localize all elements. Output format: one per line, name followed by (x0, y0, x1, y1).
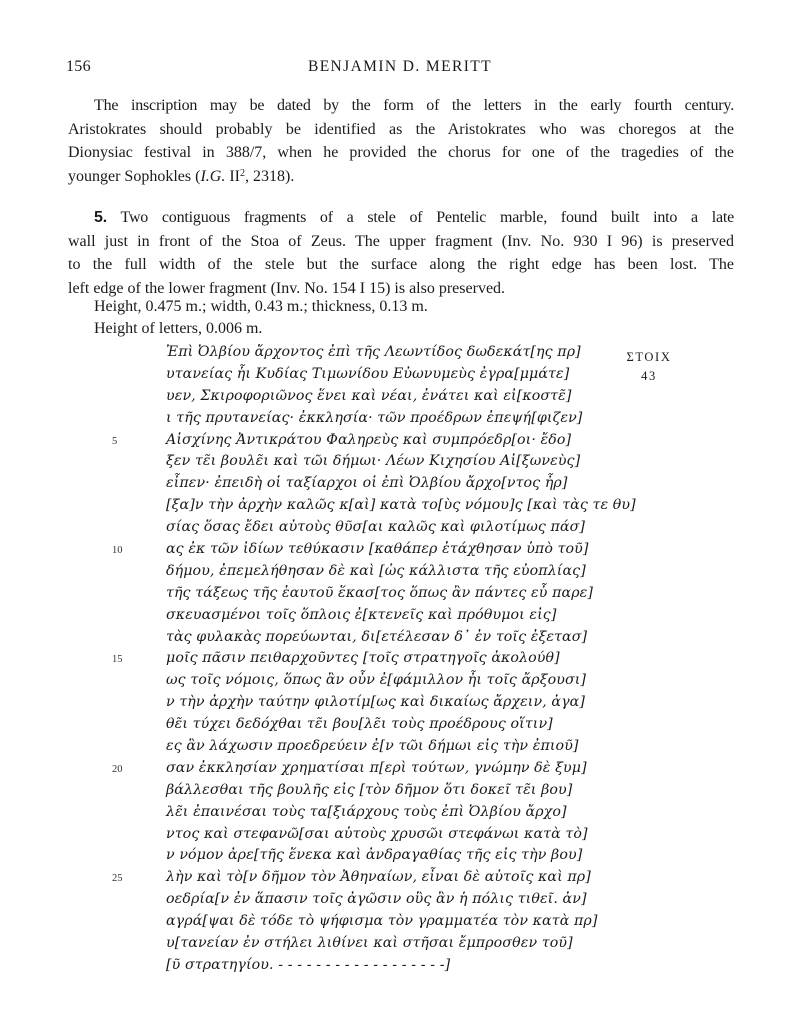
line-number: 5 (112, 435, 118, 447)
inscription-line (112, 935, 632, 957)
inscription-line (112, 629, 632, 651)
greek-text: Αἰσχίνης Ἀντικράτου Φαληρεὺς καὶ συμπρόεδρ[οι· ἔδο] (166, 431, 572, 448)
greek-text: σκευασμένοι τοῖς ὅπλοις ἐ[κτενεῖς καὶ πρόθυμοι εἰς] (166, 606, 557, 623)
intro-paragraph (68, 94, 734, 188)
inscription-line (112, 957, 632, 979)
section-number: 5. (94, 209, 107, 226)
greek-text: σαν ἐκκλησίαν χρηματίσαι π[ερὶ τούτων, γνώμην δὲ ξυμ] (166, 759, 587, 776)
inscription-line (112, 607, 632, 629)
greek-text: λὴν καὶ τὸ[ν δῆμον τὸν Ἀθηναίων, εἶναι δὲ αὐτοῖς καὶ πρ] (166, 869, 591, 886)
greek-text: [ῦ στρατηγίου. - - - - - - - - - - - - - - - - - -] (166, 956, 451, 973)
greek-text: λε̃ι ἐπαινέσαι τοὺς τα[ξιάρχους τοὺς ἐπὶ Ὀλβίου ἄρχο] (166, 803, 567, 820)
intro-line-last (68, 165, 734, 189)
line-number: 10 (112, 545, 123, 557)
section-5-line (68, 206, 734, 230)
line-number: 15 (112, 654, 123, 666)
section-5-line-text: Two contiguous fragments of a stele of Pentelic marble, found built into a late (120, 209, 734, 226)
inscription-line (112, 585, 632, 607)
greek-text: υ[τανείαν ἐν στήλει λιθίνει καὶ στῆσαι ἔμπροσθεν τοῦ] (166, 935, 573, 952)
inscription-line (112, 388, 632, 410)
section-5-line: to the full width of the stele but the surface along the right edge has been lost. The (68, 256, 734, 273)
ig-volume: II (225, 167, 240, 185)
greek-text: [ξα]ν τὴν ἀρχὴν καλῶς κ[αὶ] κατὰ το[ὺς νόμου]ς [καὶ τὰς τε θυ] (166, 497, 636, 514)
inscription-line (112, 563, 632, 585)
greek-text: αγρά[ψαι δὲ τόδε τὸ ψήφισμα τὸν γραμματέα τὸν κατὰ πρ] (166, 913, 598, 930)
inscription-line (112, 432, 632, 454)
intro-last-prefix: younger Sophokles ( (68, 167, 201, 185)
inscription-line (112, 891, 632, 913)
inscription-line (112, 453, 632, 475)
inscription-line (112, 672, 632, 694)
stoichedon-label: ΣTOIX (626, 350, 672, 364)
greek-text: Ἐπὶ Ὀλβίου ἄρχοντος ἐπὶ τῆς Λεωντίδος δωδεκάτ[ης πρ] (166, 344, 581, 360)
greek-text: ι τῆς πρυτανείας· ἐκκλησία· τῶν προέδρων ἐπεψή[φιζεν] (166, 409, 583, 426)
stoichedon-count: 43 (641, 369, 657, 383)
section-5-line: wall just in front of the Stoa of Zeus. The upper fragment (Inv. No. 930 I 96) is preserved (68, 232, 734, 250)
greek-text: σίας ὅσας ἔδει αὐτοὺς θῦσ[αι καλῶς καὶ φιλοτίμως πάσ] (166, 519, 586, 536)
intro-line: The inscription may be dated by the form of the letters in the early fourth century. (94, 97, 734, 114)
inscription-line (112, 782, 632, 804)
greek-text: ες ἂν λάχωσιν προεδρεύειν ἐ[ν τῶι δήμωι εἰς τὴν ἐπιοῦ] (166, 738, 579, 755)
greek-text: δήμου, ἐπεμελήθησαν δὲ καὶ [ὡς κάλλιστα τῆς εὐοπλίας] (166, 562, 586, 579)
inscription-line (112, 497, 636, 519)
greek-text: θε̃ι τύχει δεδόχθαι τε̃ι βου[λε̃ι τοὺς προέδρους οἵτιν] (166, 716, 553, 733)
inscription-text (112, 344, 636, 979)
greek-text: οεδρία[ν ἐν ἅπασιν τοῖς ἀγῶσιν οὓς ἂν ἡ πόλις τιθεῖ. ἀν] (166, 891, 587, 908)
inscription-line (112, 366, 632, 388)
section-5-line: left edge of the lower fragment (Inv. No. 154 I 15) is also preserved. (68, 279, 506, 297)
ig-reference: I.G. (200, 167, 226, 185)
intro-line: Dionysiac festival in 388/7, when he provided the chorus for one of the tragedies of the (68, 144, 734, 161)
running-head (66, 58, 734, 80)
page-number: 156 (66, 58, 91, 75)
inscription-line (112, 650, 632, 672)
greek-text: τὰς φυλακὰς πορεύωνται, δι[ετέλεσαν δ᾽ ἐν τοῖς ἐξετασ] (166, 628, 588, 645)
section-5-paragraph (68, 206, 734, 300)
greek-text: ν τὴν ἀρχὴν ταύτην φιλοτίμ[ως καὶ δικαίως ἄρχειν, ἀγα] (166, 694, 585, 711)
greek-text: ας ἐκ τῶν ἰδίων τεθύκασιν [καθάπερ ἐτάχθησαν ὑπὸ τοῦ] (166, 541, 589, 558)
greek-text: τῆς τάξεως τῆς ἑαυτοῦ ἕκασ[τος ὅπως ἂν πάντες εὖ παρε] (166, 584, 593, 601)
intro-line: Aristokrates should probably be identified as the Aristokrates who was choregos at the (68, 120, 734, 138)
inscription-line (112, 804, 632, 826)
inscription-line (112, 716, 632, 738)
inscription-line (112, 847, 632, 869)
dimensions: Height, 0.475 m.; width, 0.43 m.; thickness, 0.13 m. (94, 298, 428, 315)
greek-text: ως τοῖς νόμοις, ὅπως ἂν οὖν ἐ[φάμιλλον ἦι τοῖς ἄρξουσι] (166, 672, 587, 689)
inscription-line (112, 475, 632, 497)
greek-text: υεν, Σκιροφοριῶνος ἕνει καὶ νέαι, ἐνάτει καὶ εἰ[κοστε̃] (166, 387, 572, 404)
greek-text: βάλλεσθαι τῆς βουλῆς εἰς [τὸν δῆμον ὅτι δοκεῖ τε̃ι βου] (166, 781, 573, 798)
ig-superscript: 2 (239, 167, 245, 179)
greek-text: εἶπεν· ἐπειδὴ οἱ ταξίαρχοι οἱ ἐπὶ Ὀλβίου ἄρχο[ντος ἦρ] (166, 475, 568, 492)
intro-last-suffix: , 2318). (244, 167, 295, 185)
inscription-line (112, 913, 632, 935)
inscription-line (112, 519, 632, 541)
inscription-line (112, 760, 632, 782)
line-number: 25 (112, 873, 123, 885)
greek-text: ν νόμον ἀρε[τῆς ἕνεκα καὶ ἀνδραγαθίας τῆς εἰς τὴν βου] (166, 847, 583, 864)
letter-height: Height of letters, 0.006 m. (94, 320, 263, 337)
inscription-line (112, 826, 632, 848)
line-number: 20 (112, 763, 123, 775)
greek-text: μοῖς πᾶσιν πειθαρχοῦντες [τοῖς στρατηγοῖς ἀκολούθ] (166, 650, 560, 667)
inscription-line (112, 344, 632, 366)
inscription-line (112, 694, 632, 716)
inscription-line (112, 738, 632, 760)
inscription-line (112, 541, 632, 563)
greek-text: ντος καὶ στεφανῶ[σαι αὐτοὺς χρυσῶι στεφάνωι κατὰ τὸ] (166, 825, 588, 842)
inscription-line (112, 869, 632, 891)
greek-text: υτανείας ἧι Κυδίας Τιμωνίδου Εὐωνυμεὺς ἐγρα[μμάτε] (166, 365, 570, 382)
inscription-line (112, 410, 632, 432)
header-author: BENJAMIN D. MERITT (307, 58, 493, 75)
greek-text: ξεν τε̃ι βουλε̃ι καὶ τῶι δήμωι· Λέων Κιχησίου Αἰ[ξωνεὺς] (166, 453, 581, 470)
